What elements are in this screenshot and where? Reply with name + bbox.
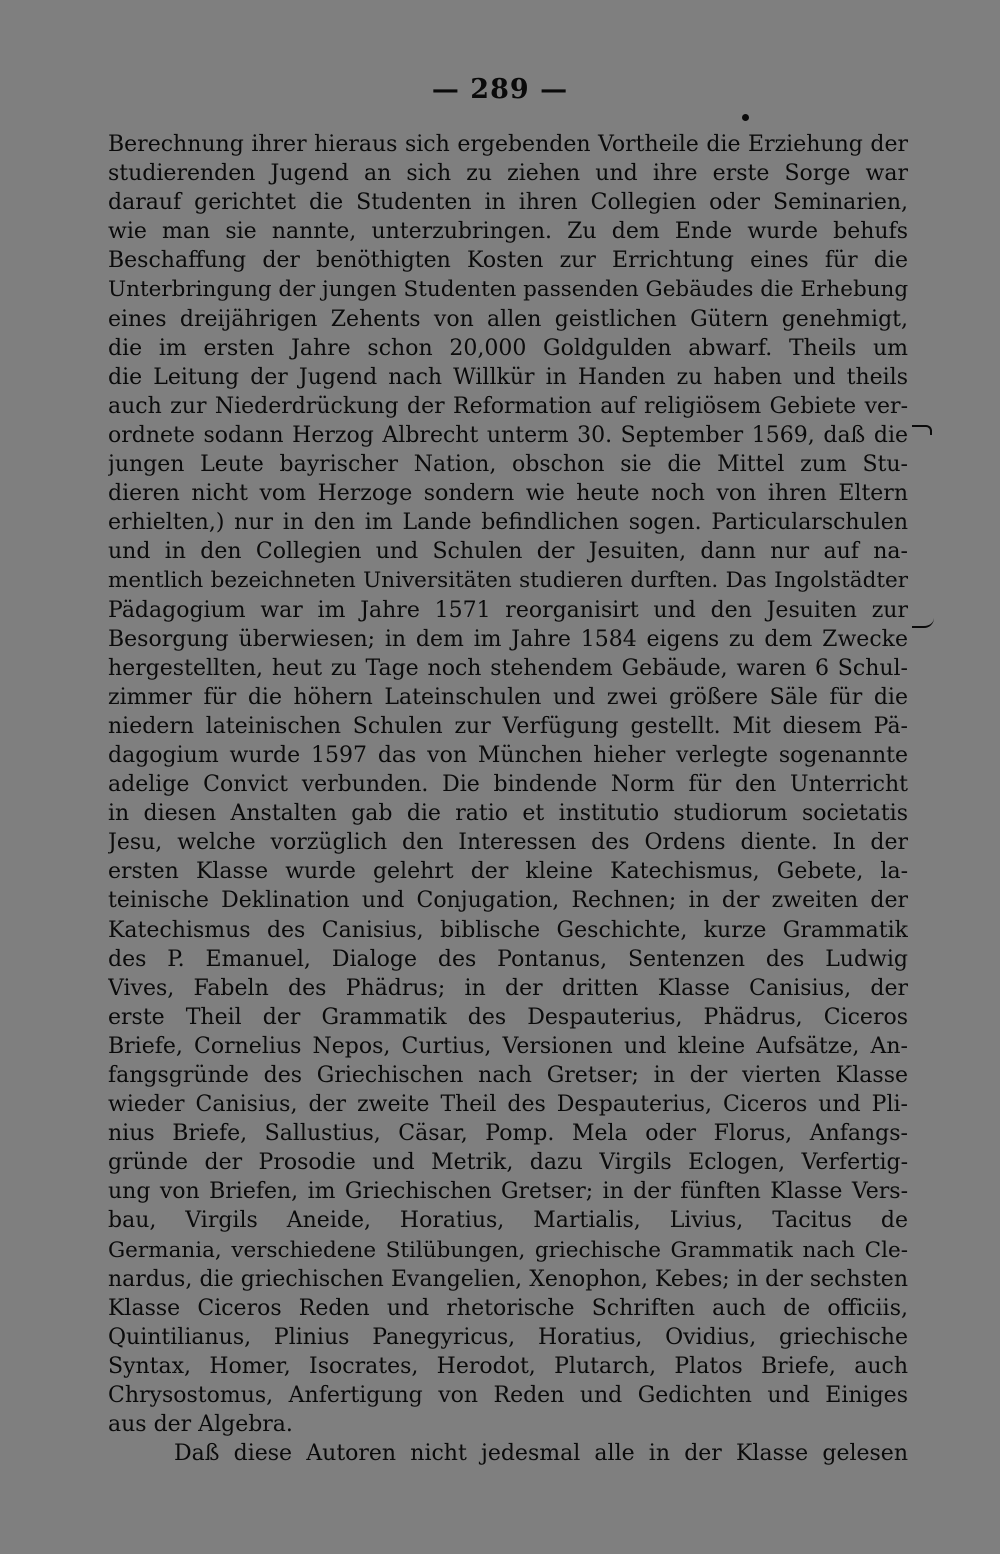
text-line: gründe der Prosodie und Metrik, dazu Virgils Eclogen, Verfertig-	[108, 1150, 908, 1176]
margin-bracket-mark	[912, 425, 932, 435]
text-line-paragraph-end: aus der Algebra.	[108, 1412, 293, 1438]
text-line: Briefe, Cornelius Nepos, Curtius, Versionen und kleine Aufsätze, An-	[108, 1033, 908, 1059]
text-line: Besorgung überwiesen; in dem im Jahre 1584 eigens zu dem Zwecke	[108, 626, 908, 652]
text-line: erste Theil der Grammatik des Despauterius, Phädrus, Ciceros	[108, 1004, 908, 1030]
text-line: Klasse Ciceros Reden und rhetorische Schriften auch de officiis,	[108, 1295, 908, 1321]
text-line: auch zur Niederdrückung der Reformation auf religiösem Gebiete ver-	[108, 393, 908, 419]
text-line: Jesu, welche vorzüglich den Interessen des Ordens diente. In der	[108, 830, 908, 856]
text-line: fangsgründe des Griechischen nach Gretser; in der vierten Klasse	[108, 1063, 908, 1088]
text-line: ersten Klasse wurde gelehrt der kleine Katechismus, Gebete, la-	[108, 859, 908, 885]
margin-bracket-mark	[912, 616, 934, 628]
text-line: die Leitung der Jugend nach Willkür in Handen zu haben und theils	[108, 364, 908, 390]
text-line: Unterbringung der jungen Studenten passenden Gebäudes die Erhebung	[108, 277, 908, 303]
text-line: Chrysostomus, Anfertigung von Reden und Gedichten und Einiges	[108, 1383, 908, 1409]
text-line: des P. Emanuel, Dialoge des Pontanus, Sentenzen des Ludwig	[108, 946, 908, 972]
text-line: mentlich bezeichneten Universitäten studieren durften. Das Ingolstädter	[108, 568, 908, 594]
text-line: niedern lateinischen Schulen zur Verfügung gestellt. Mit diesem Pä-	[108, 713, 908, 739]
text-line: Germania, verschiedene Stilübungen, griechische Grammatik nach Cle-	[108, 1237, 908, 1263]
text-line: in diesen Anstalten gab die ratio et institutio studiorum societatis	[108, 801, 908, 827]
page-number: — 289 —	[431, 74, 569, 105]
text-line: wie man sie nannte, unterzubringen. Zu dem Ende wurde behufs	[108, 219, 908, 245]
text-line: nius Briefe, Sallustius, Cäsar, Pomp. Mela oder Florus, Anfangs-	[108, 1121, 908, 1147]
text-line: Beschaffung der benöthigten Kosten zur Errichtung eines für die	[108, 248, 908, 274]
text-line: ordnete sodann Herzog Albrecht unterm 30. September 1569, daß die	[108, 422, 908, 448]
text-line: die im ersten Jahre schon 20,000 Goldgulden abwarf. Theils um	[108, 335, 908, 361]
text-line: jungen Leute bayrischer Nation, obschon sie die Mittel zum Stu-	[108, 452, 908, 478]
text-line: erhielten,) nur in den im Lande befindlichen sogen. Particularschulen	[108, 510, 908, 536]
text-line: Katechismus des Canisius, biblische Geschichte, kurze Grammatik	[108, 917, 908, 943]
text-line: Syntax, Homer, Isocrates, Herodot, Plutarch, Platos Briefe, auch	[108, 1353, 908, 1379]
body-text	[108, 130, 908, 1468]
text-line: ung von Briefen, im Griechischen Gretser; in der fünften Klasse Vers-	[108, 1179, 908, 1205]
text-line-paragraph-start: Daß diese Autoren nicht jedesmal alle in der Klasse gelesen	[174, 1441, 908, 1467]
text-line: darauf gerichtet die Studenten in ihren Collegien oder Seminarien,	[108, 190, 908, 216]
text-line: eines dreijährigen Zehents von allen geistlichen Gütern genehmigt,	[108, 306, 908, 332]
text-line: dieren nicht vom Herzoge sondern wie heute noch von ihren Eltern	[108, 481, 908, 507]
text-line: zimmer für die höhern Lateinschulen und zwei größere Säle für die	[108, 684, 908, 710]
text-line: nardus, die griechischen Evangelien, Xenophon, Kebes; in der sechsten	[108, 1266, 908, 1292]
text-line: Quintilianus, Plinius Panegyricus, Horatius, Ovidius, griechische	[108, 1324, 908, 1350]
text-line: dagogium wurde 1597 das von München hieher verlegte sogenannte	[108, 742, 908, 768]
text-line: und in den Collegien und Schulen der Jesuiten, dann nur auf na-	[108, 539, 908, 565]
text-line: Berechnung ihrer hieraus sich ergebenden Vortheile die Erziehung der	[108, 132, 908, 157]
text-line: Vives, Fabeln des Phädrus; in der dritten Klasse Canisius, der	[108, 975, 908, 1001]
text-line: adelige Convict verbunden. Die bindende Norm für den Unterricht	[108, 772, 908, 798]
text-line: Pädagogium war im Jahre 1571 reorganisirt und den Jesuiten zur	[108, 597, 908, 623]
text-line: wieder Canisius, der zweite Theil des Despauterius, Ciceros und Pli-	[108, 1092, 908, 1118]
text-line: bau, Virgils Aneide, Horatius, Martialis, Livius, Tacitus de	[108, 1208, 908, 1234]
text-line: hergestellten, heut zu Tage noch stehendem Gebäude, waren 6 Schul-	[108, 655, 908, 681]
text-line: teinische Deklination und Conjugation, Rechnen; in der zweiten der	[108, 888, 908, 914]
ink-dot	[742, 114, 749, 121]
text-line: studierenden Jugend an sich zu ziehen und ihre erste Sorge war	[108, 161, 908, 187]
